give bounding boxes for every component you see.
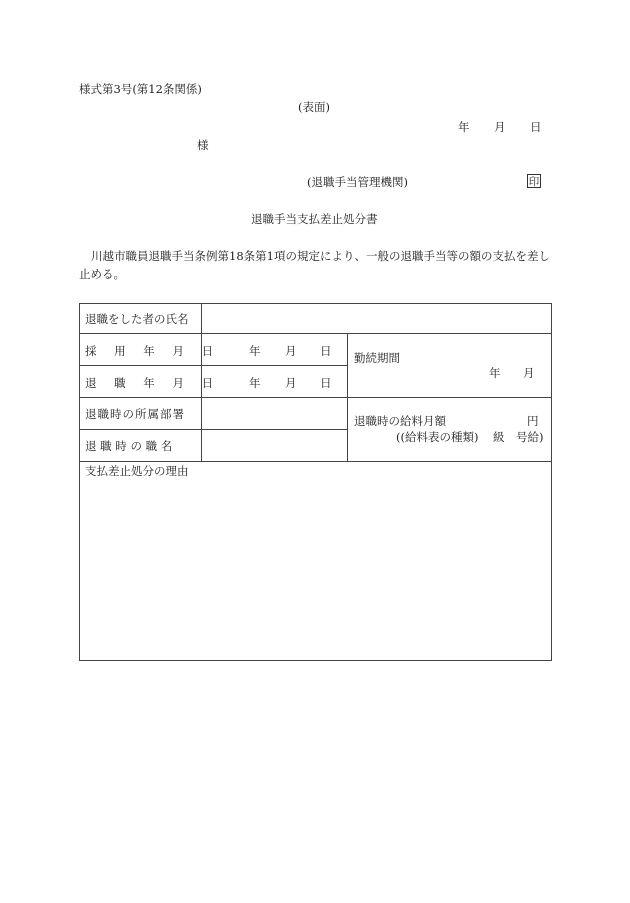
salary-unit-label: 円 bbox=[527, 414, 539, 428]
retire-year-label: 年 bbox=[249, 376, 261, 390]
service-year-label: 年 bbox=[489, 366, 501, 380]
department-field[interactable] bbox=[203, 399, 345, 427]
addressee-suffix: 様 bbox=[197, 138, 209, 152]
hire-date-label-text: 採 用 年 月 日 bbox=[85, 344, 221, 358]
row-divider bbox=[79, 397, 552, 398]
row-divider bbox=[79, 461, 552, 462]
hire-day-label: 日 bbox=[320, 344, 332, 358]
date-month-label: 月 bbox=[494, 120, 506, 134]
seal-mark: 印 bbox=[528, 176, 540, 188]
department-label: 退職時の所属部署 bbox=[85, 407, 185, 421]
service-period-label: 勤続期間 bbox=[354, 351, 400, 365]
salary-grade-label: 級 bbox=[493, 430, 505, 444]
position-field[interactable] bbox=[203, 431, 345, 459]
reason-field[interactable] bbox=[81, 481, 549, 657]
position-label: 退 職 時 の 職 名 bbox=[85, 439, 173, 453]
side-label: (表面) bbox=[298, 100, 330, 114]
salary-table-label: ((給料表の種類) bbox=[396, 430, 479, 444]
hire-year-label: 年 bbox=[249, 344, 261, 358]
column-divider bbox=[347, 333, 348, 461]
row-divider bbox=[79, 333, 552, 334]
issuer-label: (退職手当管理機関) bbox=[307, 175, 408, 189]
hire-month-label: 月 bbox=[285, 344, 297, 358]
name-label: 退職をした者の氏名 bbox=[85, 312, 189, 326]
reason-label: 支払差止処分の理由 bbox=[85, 464, 189, 478]
retire-month-label: 月 bbox=[285, 376, 297, 390]
retire-date-label: 退 職 年 月 日 bbox=[85, 376, 221, 390]
form-table bbox=[79, 303, 552, 661]
salary-label: 退職時の給料月額 bbox=[354, 414, 446, 428]
service-month-label: 月 bbox=[523, 366, 535, 380]
name-field[interactable] bbox=[203, 305, 548, 331]
row-divider bbox=[79, 365, 347, 366]
retire-day-label: 日 bbox=[320, 376, 332, 390]
date-year-label: 年 bbox=[458, 120, 470, 134]
row-divider bbox=[79, 429, 347, 430]
date-day-label: 日 bbox=[530, 120, 542, 134]
form-number: 様式第3号(第12条関係) bbox=[79, 82, 202, 96]
hire-date-label bbox=[85, 344, 221, 358]
document-title: 退職手当支払差止処分書 bbox=[251, 212, 378, 226]
body-line-2: 止める。 bbox=[79, 267, 125, 281]
body-line-1: 川越市職員退職手当条例第18条第1項の規定により、一般の退職手当等の額の支払を差し bbox=[91, 249, 550, 263]
salary-step-label: 号給) bbox=[516, 430, 544, 444]
